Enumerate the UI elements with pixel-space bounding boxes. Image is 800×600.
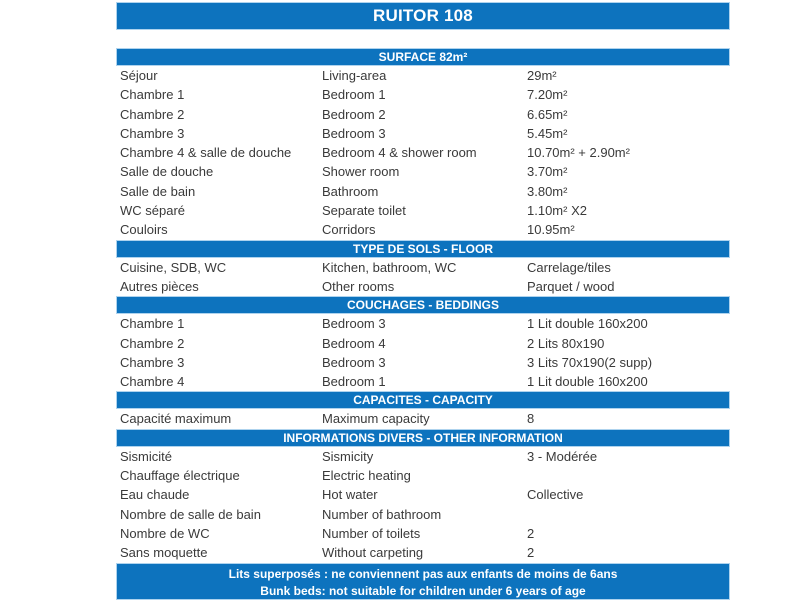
label-fr: Sans moquette <box>120 545 208 561</box>
table-row <box>116 543 730 562</box>
value: 1.10m² X2 <box>527 203 587 219</box>
value: Collective <box>527 487 584 503</box>
label-en: Bedroom 3 <box>322 125 386 141</box>
label-en: Bedroom 1 <box>322 87 386 103</box>
label-fr: Salle de douche <box>120 164 214 180</box>
label-en: Living-area <box>322 68 387 83</box>
footer-line-en: Bunk beds: not suitable for children under 6 years of age <box>260 583 586 598</box>
section-header: INFORMATIONS DIVERS - OTHER INFORMATION <box>116 429 730 447</box>
spec-sheet <box>116 2 730 600</box>
label-fr: Chambre 2 <box>120 335 185 351</box>
table-row <box>116 162 730 181</box>
label-en: Bedroom 3 <box>322 316 386 332</box>
table-row <box>116 505 730 524</box>
label-en: Sismicity <box>322 448 374 464</box>
label-fr: Sismicité <box>120 448 173 464</box>
label-en: Bathroom <box>322 183 379 199</box>
label-fr: Chambre 4 <box>120 374 185 390</box>
table-row <box>116 258 730 277</box>
table-row <box>116 353 730 372</box>
value: 6.65m² <box>527 106 568 122</box>
value <box>527 466 730 485</box>
label-fr: Cuisine, SDB, WC <box>120 259 227 275</box>
page-title: RUITOR 108 <box>116 2 730 30</box>
table-row <box>116 143 730 162</box>
table-row <box>116 277 730 296</box>
value: 3 - Modérée <box>527 448 598 464</box>
table-row <box>116 85 730 104</box>
section-header: SURFACE 82m² <box>116 48 730 66</box>
label-fr: Chambre 3 <box>120 125 185 141</box>
label-en: Hot water <box>322 487 378 503</box>
value: 3.80m² <box>527 183 568 199</box>
label-en: Number of toilets <box>322 525 421 541</box>
label-en: Shower room <box>322 164 400 180</box>
value: 2 <box>527 525 535 541</box>
table-row <box>116 314 730 333</box>
label-en: Kitchen, bathroom, WC <box>322 259 457 275</box>
value: 10.70m² + 2.90m² <box>527 145 630 161</box>
label-fr: Chambre 3 <box>120 354 185 370</box>
table-row <box>116 372 730 391</box>
value: 1 Lit double 160x200 <box>527 374 648 390</box>
label-fr: WC séparé <box>120 203 186 219</box>
value: 2 Lits 80x190 <box>527 335 605 351</box>
value: 7.20m² <box>527 87 568 103</box>
label-en: Without carpeting <box>322 545 424 561</box>
value: 3.70m² <box>527 164 568 180</box>
value: 1 Lit double 160x200 <box>527 316 648 332</box>
label-fr: Nombre de WC <box>120 525 210 541</box>
value: 29m² <box>527 68 557 83</box>
value: Parquet / wood <box>527 278 615 294</box>
table-row <box>116 182 730 201</box>
value: 5.45m² <box>527 125 568 141</box>
label-en: Bedroom 3 <box>322 354 386 370</box>
table-row <box>116 124 730 143</box>
section-header: CAPACITES - CAPACITY <box>116 391 730 409</box>
footer-line-fr: Lits superposés : ne conviennent pas aux enfants de moins de 6ans <box>228 566 618 581</box>
label-fr: Chauffage électrique <box>120 468 240 484</box>
sections-container <box>116 48 730 563</box>
label-fr: Chambre 1 <box>120 316 185 332</box>
value: 3 Lits 70x190(2 supp) <box>527 354 653 370</box>
value: Carrelage/tiles <box>527 259 611 275</box>
label-en: Bedroom 4 & shower room <box>322 145 477 161</box>
section-header: TYPE DE SOLS - FLOOR <box>116 240 730 258</box>
table-row <box>116 447 730 466</box>
table-row <box>116 485 730 504</box>
table-row <box>116 334 730 353</box>
label-fr: Chambre 4 & salle de douche <box>120 145 292 161</box>
label-en: Separate toilet <box>322 203 406 219</box>
label-fr: Séjour <box>120 68 158 83</box>
table-row <box>116 66 730 85</box>
table-row <box>116 466 730 485</box>
value: 8 <box>527 411 535 427</box>
table-row <box>116 220 730 239</box>
label-fr: Nombre de salle de bain <box>120 506 261 522</box>
label-en: Electric heating <box>322 468 411 484</box>
label-en: Bedroom 4 <box>322 335 386 351</box>
label-fr: Eau chaude <box>120 487 190 503</box>
label-en: Corridors <box>322 222 376 238</box>
label-fr: Autres pièces <box>120 278 199 294</box>
label-fr: Chambre 2 <box>120 106 185 122</box>
label-fr: Salle de bain <box>120 183 196 199</box>
table-row <box>116 201 730 220</box>
label-en: Maximum capacity <box>322 411 430 427</box>
table-row <box>116 524 730 543</box>
label-en: Other rooms <box>322 278 395 294</box>
section-header: COUCHAGES - BEDDINGS <box>116 296 730 314</box>
label-fr: Chambre 1 <box>120 87 185 103</box>
label-en: Bedroom 1 <box>322 374 386 390</box>
value: 2 <box>527 545 535 561</box>
table-row <box>116 409 730 428</box>
label-fr: Capacité maximum <box>120 411 232 427</box>
table-row <box>116 105 730 124</box>
footer-note <box>116 563 730 600</box>
label-fr: Couloirs <box>120 222 168 238</box>
label-en: Bedroom 2 <box>322 106 386 122</box>
value: 10.95m² <box>527 222 575 238</box>
value <box>527 505 730 524</box>
label-en: Number of bathroom <box>322 506 442 522</box>
